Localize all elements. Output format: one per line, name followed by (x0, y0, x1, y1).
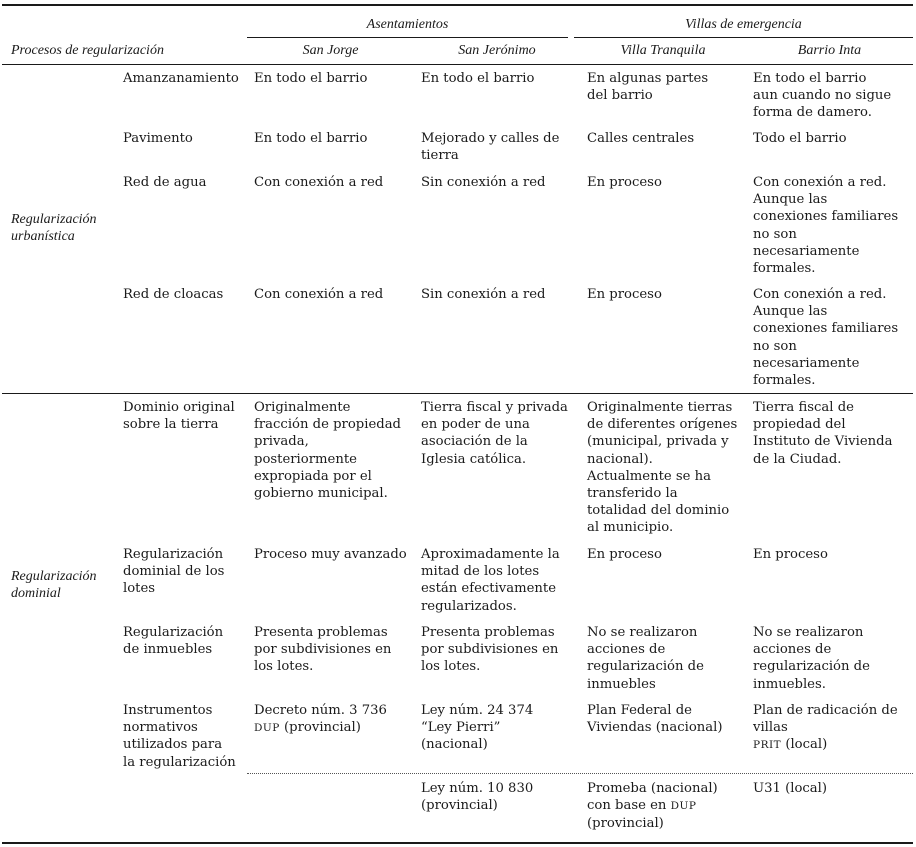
bottom-rule (2, 842, 913, 844)
row-item: Instrumentos normativos utilizados para la regularización (123, 703, 236, 770)
table-cell: Plan de radicación de villas PRIT (local) (753, 703, 898, 753)
table-cell: Calles centrales (587, 131, 695, 146)
row-item: Red de agua (123, 175, 207, 190)
table-cell: Presenta problemas por subdivisiones en los lotes. (254, 625, 392, 675)
col-header-san-jeronimo: San Jerónimo (458, 43, 536, 58)
table-cell: Proceso muy avanzado (254, 547, 407, 562)
table-cell: En todo el barrio (421, 71, 535, 86)
table-cell: Tierra fiscal de propiedad del Instituto de Vivienda de la Ciudad. (753, 400, 893, 467)
group-header-villas: Villas de emergencia (685, 17, 802, 32)
table-cell: Con conexión a red. Aunque las conexiones familiares no son necesariamente formales. (753, 175, 899, 277)
section-label-urbanistica: Regularización urbanística (11, 212, 97, 245)
header-bottom-rule (2, 64, 913, 65)
section-label-dominial: Regularización dominial (11, 569, 97, 602)
group2-rule (574, 37, 913, 38)
table-cell: En todo el barrio (254, 71, 368, 86)
table-cell: En proceso (587, 175, 662, 190)
col-header-villa-tranquila: Villa Tranquila (620, 43, 706, 58)
table-cell: Aproximadamente la mitad de los lotes están efectivamente regularizados. (421, 547, 560, 614)
header-procesos: Procesos de regularización (11, 43, 164, 58)
table-cell: Con conexión a red (254, 287, 384, 302)
group1-rule (247, 37, 568, 38)
table-cell: Presenta problemas por subdivisiones en los lotes. (421, 625, 559, 675)
table-cell: Ley núm. 24 374 “Ley Pierri” (nacional) (421, 703, 534, 753)
table-cell: Plan Federal de Viviendas (nacional) (587, 703, 723, 736)
table-cell: Originalmente tierras de diferentes orígenes (municipal, privada y nacional). Actualmente se ha transferido la totalidad del dominio al municipio. (587, 400, 738, 536)
row-item: Amanzanamiento (123, 71, 239, 86)
row-item: Dominio original sobre la tierra (123, 400, 235, 433)
table-cell: En proceso (753, 547, 828, 562)
row-item: Regularización dominial de los lotes (123, 547, 225, 597)
row-item: Regularización de inmuebles (123, 625, 224, 658)
section-divider-rule (2, 393, 913, 394)
row-item: Red de cloacas (123, 287, 224, 302)
table-cell: En todo el barrio aun cuando no sigue forma de damero. (753, 71, 892, 121)
table-cell: No se realizaron acciones de regularización de inmuebles (587, 625, 704, 692)
group-header-asentamientos: Asentamientos (366, 17, 449, 32)
table-cell: Decreto núm. 3 736 DUP (provincial) (254, 703, 387, 736)
table-cell: Con conexión a red. Aunque las conexiones familiares no son necesariamente formales. (753, 287, 899, 389)
table-cell: En proceso (587, 547, 662, 562)
col-header-san-jorge: San Jorge (302, 43, 359, 58)
table-cell: Sin conexión a red (421, 175, 546, 190)
table-cell: Promeba (nacional) con base en DUP (provincial) (587, 781, 718, 832)
col-header-barrio-inta: Barrio Inta (797, 43, 862, 58)
table-cell: En todo el barrio (254, 131, 368, 146)
row-item: Pavimento (123, 131, 193, 146)
table-cell: U31 (local) (753, 781, 827, 796)
top-rule (2, 4, 913, 6)
table-cell: En proceso (587, 287, 662, 302)
table-cell: Todo el barrio (753, 131, 847, 146)
instrument-divider-rule (247, 773, 913, 774)
table-cell: Con conexión a red (254, 175, 384, 190)
table-cell: Originalmente fracción de propiedad privada, posteriormente expropiada por el gobierno municipal. (254, 400, 401, 502)
table-cell: Mejorado y calles de tierra (421, 131, 560, 164)
table-cell: Sin conexión a red (421, 287, 546, 302)
table-cell: No se realizaron acciones de regularización de inmuebles. (753, 625, 870, 692)
table-cell: Ley núm. 10 830 (provincial) (421, 781, 534, 814)
table-cell: En algunas partes del barrio (587, 71, 709, 104)
table-cell: Tierra fiscal y privada en poder de una asociación de la Iglesia católica. (421, 400, 568, 467)
